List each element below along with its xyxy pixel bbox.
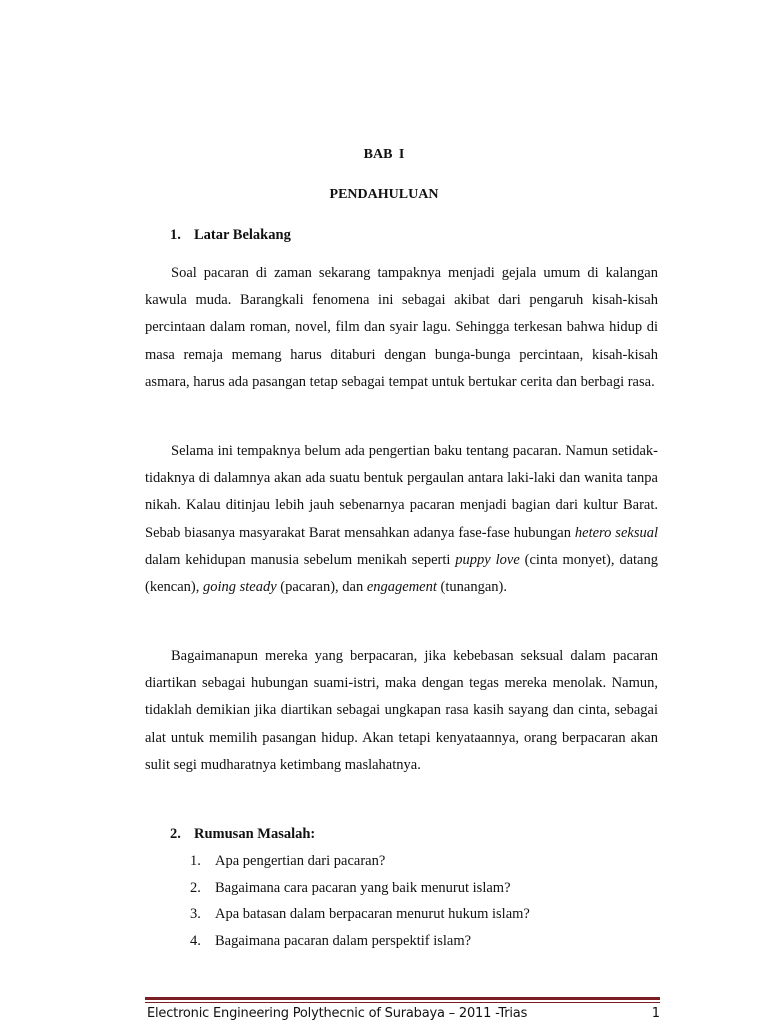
section-title: Latar Belakang [194, 227, 291, 243]
term-hetero-seksual: hetero seksual [574, 524, 658, 541]
paragraph-2-part5: (tunangan). [436, 579, 507, 596]
term-going-steady: going steady [202, 579, 277, 596]
page-number: 1 [651, 1006, 660, 1021]
chapter-label: BAB I [363, 147, 405, 162]
question-list [190, 848, 530, 955]
list-item: 3. Apa batasan dalam berpacaran menurut hukum islam? [190, 906, 530, 923]
paragraph-1-text: Soal pacaran di zaman sekarang tampaknya menjadi gejala umum di kalangan kawula muda. Barangkali fenomena ini sebagai akibat dari pengaruh kisah-kisah percintaan dalam roman, novel, film dan syair lagu. Sehingga terkesan bahwa hidup di masa remaja memang harus ditaburi dengan bunga-bunga percintaan, kisah-kisah asmara, harus ada pasangan tetap sebagai tempat untuk bertukar cerita dan berbagi rasa. [145, 265, 658, 390]
section-heading-rumusan-masalah [170, 826, 315, 843]
paragraph-3-text: Bagaimanapun mereka yang berpacaran, jika kebebasan seksual dalam pacaran diartikan sebagai hubungan suami-istri, maka dengan tegas mereka menolak. Namun, tidaklah demikian jika diartikan sebagai ungkapan rasa kasih sayang dan cinta, sebagai alat untuk memilih pasangan hidup. Akan tetapi kenyataannya, orang berpacaran akan sulit segi mudharatnya ketimbang maslahatnya. [145, 648, 658, 773]
paragraph-1 [145, 260, 658, 396]
list-item: 2. Bagaimana cara pacaran yang baik menurut islam? [190, 879, 511, 896]
term-engagement: engagement [366, 579, 437, 596]
paragraph-2-part3: (cinta monyet), datang (kencan), [145, 551, 658, 596]
section-number: 2. [170, 826, 181, 842]
paragraph-2-part4: (pacaran), dan [276, 579, 367, 596]
paragraph-2-part2: dalam kehidupan manusia sebelum menikah seperti [145, 551, 456, 568]
paragraph-3 [145, 643, 658, 779]
footer-rule-thin [145, 1002, 660, 1003]
list-item: 1. Apa pengertian dari pacaran? [190, 853, 386, 869]
footer-rule-thick [145, 997, 660, 1000]
section-heading-latar-belakang [170, 227, 291, 244]
term-puppy-love: puppy love [455, 551, 520, 568]
section-number: 1. [170, 227, 181, 243]
list-item: 4. Bagaimana pacaran dalam perspektif islam? [190, 933, 472, 950]
paragraph-2 [145, 438, 658, 601]
paragraph-2-part1: Selama ini tempaknya belum ada pengertian baku tentang pacaran. Namun setidak-tidaknya di dalamnya akan ada suatu bentuk pergaulan antara laki-laki dan wanita tanpa nikah. Kalau ditinjau lebih jauh sebenarnya pacaran menjadi bagian dari kultur Barat. Sebab biasanya masyarakat Barat mensahkan adanya fase-fase hubungan [145, 443, 658, 541]
section-title: Rumusan Masalah: [194, 826, 316, 842]
chapter-title: PENDAHULUAN [329, 187, 439, 202]
footer-text: Electronic Engineering Polythecnic of Surabaya – 2011 -Trias [147, 1006, 528, 1021]
